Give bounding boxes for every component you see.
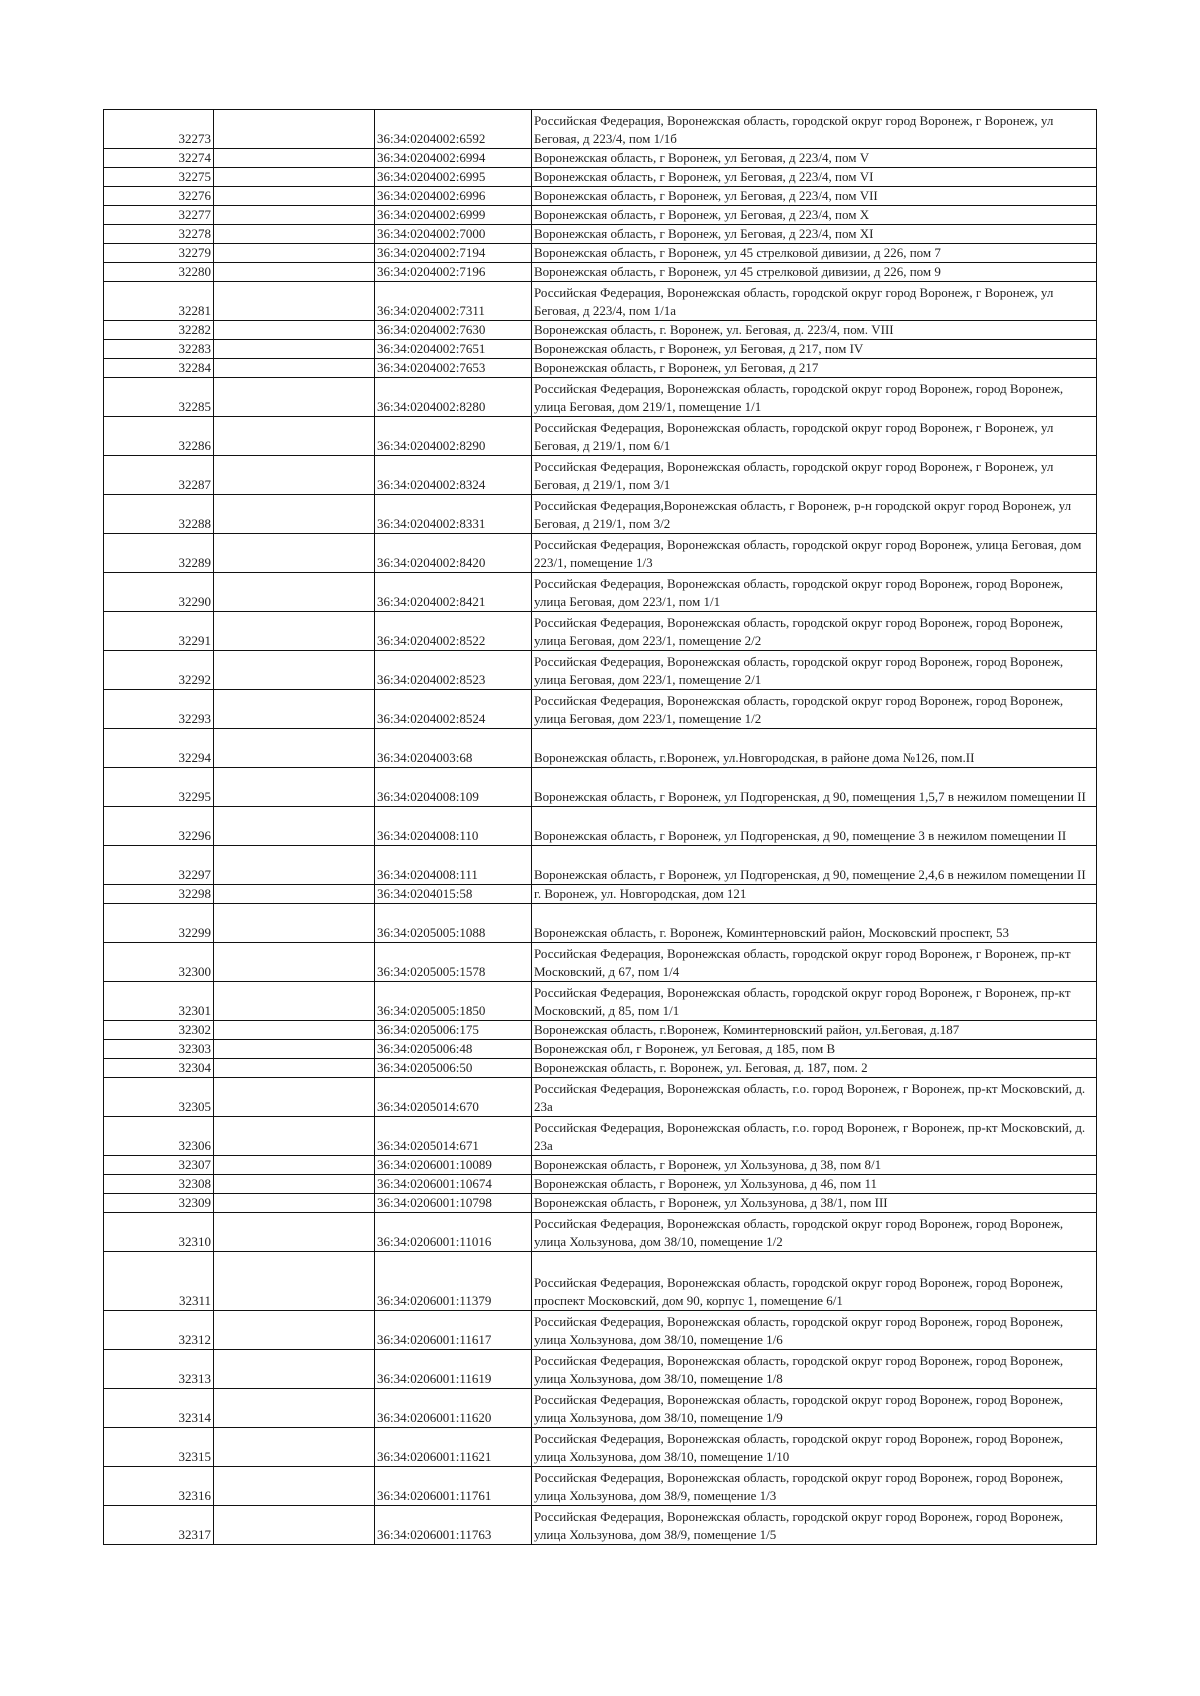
table-row [104, 1175, 1097, 1194]
row-number-cell: 32296 [104, 807, 214, 846]
cadastral-number-cell: 36:34:0204008:110 [375, 807, 532, 846]
address-cell: Воронежская область, г.Воронеж, ул.Новгородская, в районе дома №126, пом.II [532, 729, 1097, 768]
address-cell: Российская Федерация, Воронежская область, городской округ город Воронеж, г Воронеж, пр-кт Московский, д 67, пом 1/4 [532, 943, 1097, 982]
row-number-cell: 32283 [104, 340, 214, 359]
cadastral-number-cell: 36:34:0206001:10089 [375, 1156, 532, 1175]
cadastral-number-cell: 36:34:0206001:11620 [375, 1389, 532, 1428]
row-number-cell: 32281 [104, 282, 214, 321]
row-number-cell: 32293 [104, 690, 214, 729]
row-number-cell: 32288 [104, 495, 214, 534]
table-row [104, 149, 1097, 168]
row-number-cell: 32308 [104, 1175, 214, 1194]
address-cell: Воронежская область, г Воронеж, ул 45 стрелковой дивизии, д 226, пом 7 [532, 244, 1097, 263]
table-row [104, 321, 1097, 340]
cadastral-number-cell: 36:34:0205014:671 [375, 1117, 532, 1156]
table-row [104, 807, 1097, 846]
row-number-cell: 32301 [104, 982, 214, 1021]
row-number-cell: 32276 [104, 187, 214, 206]
address-cell: Воронежская область, г Воронеж, ул Подгоренская, д 90, помещения 1,5,7 в нежилом помещении II [532, 768, 1097, 807]
empty-cell [214, 573, 375, 612]
row-number-cell: 32313 [104, 1350, 214, 1389]
empty-cell [214, 534, 375, 573]
empty-cell [214, 651, 375, 690]
cadastral-number-cell: 36:34:0204002:6592 [375, 110, 532, 149]
cadastral-number-cell: 36:34:0205005:1578 [375, 943, 532, 982]
row-number-cell: 32286 [104, 417, 214, 456]
address-cell: Воронежская обл, г Воронеж, ул Беговая, д 185, пом В [532, 1040, 1097, 1059]
address-cell: Российская Федерация, Воронежская область, городской округ город Воронеж, город Воронеж, улица Беговая, дом 223/1, помещение 2/2 [532, 612, 1097, 651]
cadastral-number-cell: 36:34:0204002:8522 [375, 612, 532, 651]
table-row [104, 206, 1097, 225]
table-row [104, 1428, 1097, 1467]
empty-cell [214, 1175, 375, 1194]
empty-cell [214, 321, 375, 340]
address-cell: Воронежская область, г Воронеж, ул Беговая, д 223/4, пом V [532, 149, 1097, 168]
address-cell: Российская Федерация, Воронежская область, г.о. город Воронеж, г Воронеж, пр-кт Московский, д. 23а [532, 1078, 1097, 1117]
row-number-cell: 32277 [104, 206, 214, 225]
table-row [104, 168, 1097, 187]
table-row [104, 1311, 1097, 1350]
address-cell: Воронежская область, г Воронеж, ул Подгоренская, д 90, помещение 2,4,6 в нежилом помещении II [532, 846, 1097, 885]
cadastral-number-cell: 36:34:0204002:8324 [375, 456, 532, 495]
address-cell: Российская Федерация, Воронежская область, городской округ город Воронеж, город Воронеж, улица Беговая, дом 223/1, помещение 1/2 [532, 690, 1097, 729]
cadastral-number-cell: 36:34:0205005:1088 [375, 904, 532, 943]
row-number-cell: 32299 [104, 904, 214, 943]
address-cell: Воронежская область, г. Воронеж, ул. Беговая, д. 187, пом. 2 [532, 1059, 1097, 1078]
row-number-cell: 32315 [104, 1428, 214, 1467]
empty-cell [214, 1467, 375, 1506]
row-number-cell: 32294 [104, 729, 214, 768]
cadastral-number-cell: 36:34:0204002:8420 [375, 534, 532, 573]
empty-cell [214, 904, 375, 943]
cadastral-number-cell: 36:34:0206001:10674 [375, 1175, 532, 1194]
row-number-cell: 32297 [104, 846, 214, 885]
row-number-cell: 32298 [104, 885, 214, 904]
address-cell: Российская Федерация, Воронежская область, городской округ город Воронеж, г Воронеж, ул Беговая, д 219/1, пом 3/1 [532, 456, 1097, 495]
cadastral-number-cell: 36:34:0204015:58 [375, 885, 532, 904]
address-cell: Российская Федерация, Воронежская область, городской округ город Воронеж, город Воронеж, улица Хользунова, дом 38/10, помещение 1/8 [532, 1350, 1097, 1389]
address-cell: г. Воронеж, ул. Новгородская, дом 121 [532, 885, 1097, 904]
cadastral-number-cell: 36:34:0204002:7651 [375, 340, 532, 359]
cadastral-number-cell: 36:34:0204002:7000 [375, 225, 532, 244]
empty-cell [214, 187, 375, 206]
table-row [104, 1040, 1097, 1059]
cadastral-number-cell: 36:34:0204002:7311 [375, 282, 532, 321]
table-row [104, 1059, 1097, 1078]
row-number-cell: 32274 [104, 149, 214, 168]
cadastral-number-cell: 36:34:0206001:11621 [375, 1428, 532, 1467]
table-row [104, 690, 1097, 729]
row-number-cell: 32311 [104, 1252, 214, 1311]
row-number-cell: 32307 [104, 1156, 214, 1175]
table-row [104, 1350, 1097, 1389]
address-cell: Воронежская область, г Воронеж, ул Хользунова, д 38, пом 8/1 [532, 1156, 1097, 1175]
empty-cell [214, 612, 375, 651]
cadastral-number-cell: 36:34:0204002:8421 [375, 573, 532, 612]
empty-cell [214, 1059, 375, 1078]
table-row [104, 1021, 1097, 1040]
address-cell: Российская Федерация, Воронежская область, городской округ город Воронеж, город Воронеж, улица Беговая, дом 223/1, пом 1/1 [532, 573, 1097, 612]
address-cell: Российская Федерация, Воронежская область, городской округ город Воронеж, улица Беговая, дом 223/1, помещение 1/3 [532, 534, 1097, 573]
cadastral-number-cell: 36:34:0204002:8290 [375, 417, 532, 456]
address-cell: Российская Федерация, Воронежская область, городской округ город Воронеж, г Воронеж, ул Беговая, д 223/4, пом 1/1б [532, 110, 1097, 149]
cadastral-number-cell: 36:34:0205014:670 [375, 1078, 532, 1117]
row-number-cell: 32285 [104, 378, 214, 417]
row-number-cell: 32317 [104, 1506, 214, 1545]
table-row [104, 534, 1097, 573]
empty-cell [214, 807, 375, 846]
cadastral-number-cell: 36:34:0206001:11761 [375, 1467, 532, 1506]
cadastral-number-cell: 36:34:0204002:8331 [375, 495, 532, 534]
cadastral-number-cell: 36:34:0205005:1850 [375, 982, 532, 1021]
empty-cell [214, 263, 375, 282]
table-row [104, 187, 1097, 206]
cadastral-number-cell: 36:34:0204002:8523 [375, 651, 532, 690]
empty-cell [214, 149, 375, 168]
empty-cell [214, 417, 375, 456]
empty-cell [214, 1428, 375, 1467]
empty-cell [214, 359, 375, 378]
table-row [104, 1389, 1097, 1428]
address-cell: Воронежская область, г.Воронеж, Коминтерновский район, ул.Беговая, д.187 [532, 1021, 1097, 1040]
table-row [104, 225, 1097, 244]
table-row [104, 1156, 1097, 1175]
table-row [104, 110, 1097, 149]
empty-cell [214, 1156, 375, 1175]
address-cell: Воронежская область, г Воронеж, ул Беговая, д 223/4, пом X [532, 206, 1097, 225]
empty-cell [214, 943, 375, 982]
cadastral-number-cell: 36:34:0204002:8280 [375, 378, 532, 417]
cadastral-number-cell: 36:34:0204002:6996 [375, 187, 532, 206]
address-cell: Воронежская область, г. Воронеж, ул. Беговая, д. 223/4, пом. VIII [532, 321, 1097, 340]
empty-cell [214, 729, 375, 768]
register-table-body [104, 110, 1097, 1545]
table-row [104, 1078, 1097, 1117]
cadastral-number-cell: 36:34:0204002:6999 [375, 206, 532, 225]
row-number-cell: 32279 [104, 244, 214, 263]
empty-cell [214, 378, 375, 417]
table-row [104, 612, 1097, 651]
empty-cell [214, 1350, 375, 1389]
cadastral-number-cell: 36:34:0206001:11016 [375, 1213, 532, 1252]
row-number-cell: 32289 [104, 534, 214, 573]
row-number-cell: 32302 [104, 1021, 214, 1040]
cadastral-number-cell: 36:34:0205006:50 [375, 1059, 532, 1078]
empty-cell [214, 1040, 375, 1059]
row-number-cell: 32305 [104, 1078, 214, 1117]
address-cell: Воронежская область, г Воронеж, ул Хользунова, д 46, пом 11 [532, 1175, 1097, 1194]
row-number-cell: 32292 [104, 651, 214, 690]
empty-cell [214, 690, 375, 729]
cadastral-number-cell: 36:34:0204002:7630 [375, 321, 532, 340]
empty-cell [214, 225, 375, 244]
cadastral-number-cell: 36:34:0204002:7196 [375, 263, 532, 282]
address-cell: Российская Федерация, Воронежская область, городской округ город Воронеж, город Воронеж, улица Хользунова, дом 38/9, помещение 1/3 [532, 1467, 1097, 1506]
cadastral-number-cell: 36:34:0204008:111 [375, 846, 532, 885]
table-row [104, 378, 1097, 417]
empty-cell [214, 1506, 375, 1545]
row-number-cell: 32295 [104, 768, 214, 807]
table-row [104, 573, 1097, 612]
table-row [104, 846, 1097, 885]
cadastral-number-cell: 36:34:0204002:7194 [375, 244, 532, 263]
table-row [104, 495, 1097, 534]
row-number-cell: 32290 [104, 573, 214, 612]
empty-cell [214, 340, 375, 359]
cadastral-number-cell: 36:34:0204002:7653 [375, 359, 532, 378]
table-row [104, 417, 1097, 456]
table-row [104, 768, 1097, 807]
address-cell: Российская Федерация,Воронежская область, г Воронеж, р-н городской округ город Воронеж, ул Беговая, д 219/1, пом 3/2 [532, 495, 1097, 534]
row-number-cell: 32287 [104, 456, 214, 495]
address-cell: Российская Федерация, Воронежская область, городской округ город Воронеж, город Воронеж, улица Беговая, дом 223/1, помещение 2/1 [532, 651, 1097, 690]
cadastral-number-cell: 36:34:0204002:8524 [375, 690, 532, 729]
cadastral-number-cell: 36:34:0204002:6995 [375, 168, 532, 187]
empty-cell [214, 110, 375, 149]
cadastral-number-cell: 36:34:0205006:48 [375, 1040, 532, 1059]
address-cell: Воронежская область, г Воронеж, ул Беговая, д 217 [532, 359, 1097, 378]
cadastral-number-cell: 36:34:0204008:109 [375, 768, 532, 807]
cadastral-number-cell: 36:34:0206001:11379 [375, 1252, 532, 1311]
row-number-cell: 32280 [104, 263, 214, 282]
row-number-cell: 32316 [104, 1467, 214, 1506]
empty-cell [214, 1311, 375, 1350]
table-row [104, 943, 1097, 982]
table-row [104, 340, 1097, 359]
cadastral-number-cell: 36:34:0206001:11619 [375, 1350, 532, 1389]
empty-cell [214, 168, 375, 187]
address-cell: Российская Федерация, Воронежская область, городской округ город Воронеж, г Воронеж, ул Беговая, д 219/1, пом 6/1 [532, 417, 1097, 456]
cadastral-number-cell: 36:34:0206001:11763 [375, 1506, 532, 1545]
row-number-cell: 32275 [104, 168, 214, 187]
table-row [104, 904, 1097, 943]
empty-cell [214, 768, 375, 807]
address-cell: Российская Федерация, Воронежская область, городской округ город Воронеж, город Воронеж, улица Хользунова, дом 38/10, помещение 1/10 [532, 1428, 1097, 1467]
empty-cell [214, 495, 375, 534]
empty-cell [214, 1389, 375, 1428]
address-cell: Российская Федерация, Воронежская область, городской округ город Воронеж, город Воронеж, улица Хользунова, дом 38/10, помещение 1/2 [532, 1213, 1097, 1252]
table-row [104, 456, 1097, 495]
table-row [104, 359, 1097, 378]
address-cell: Воронежская область, г Воронеж, ул Беговая, д 223/4, пом VI [532, 168, 1097, 187]
cadastral-number-cell: 36:34:0205006:175 [375, 1021, 532, 1040]
address-cell: Российская Федерация, Воронежская область, городской округ город Воронеж, г Воронеж, ул Беговая, д 223/4, пом 1/1а [532, 282, 1097, 321]
row-number-cell: 32273 [104, 110, 214, 149]
empty-cell [214, 456, 375, 495]
row-number-cell: 32310 [104, 1213, 214, 1252]
table-row [104, 1506, 1097, 1545]
address-cell: Российская Федерация, Воронежская область, городской округ город Воронеж, город Воронеж, улица Хользунова, дом 38/9, помещение 1/5 [532, 1506, 1097, 1545]
row-number-cell: 32314 [104, 1389, 214, 1428]
empty-cell [214, 885, 375, 904]
row-number-cell: 32291 [104, 612, 214, 651]
row-number-cell: 32282 [104, 321, 214, 340]
empty-cell [214, 1213, 375, 1252]
address-cell: Воронежская область, г Воронеж, ул 45 стрелковой дивизии, д 226, пом 9 [532, 263, 1097, 282]
address-cell: Воронежская область, г Воронеж, ул Беговая, д 223/4, пом XI [532, 225, 1097, 244]
empty-cell [214, 244, 375, 263]
address-cell: Российская Федерация, Воронежская область, городской округ город Воронеж, город Воронеж, улица Беговая, дом 219/1, помещение 1/1 [532, 378, 1097, 417]
empty-cell [214, 206, 375, 225]
row-number-cell: 32309 [104, 1194, 214, 1213]
address-cell: Воронежская область, г Воронеж, ул Беговая, д 223/4, пом VII [532, 187, 1097, 206]
empty-cell [214, 1021, 375, 1040]
address-cell: Российская Федерация, Воронежская область, городской округ город Воронеж, город Воронеж, улица Хользунова, дом 38/10, помещение 1/6 [532, 1311, 1097, 1350]
row-number-cell: 32303 [104, 1040, 214, 1059]
address-cell: Российская Федерация, Воронежская область, городской округ город Воронеж, город Воронеж, улица Хользунова, дом 38/10, помещение 1/9 [532, 1389, 1097, 1428]
row-number-cell: 32306 [104, 1117, 214, 1156]
table-row [104, 263, 1097, 282]
empty-cell [214, 1078, 375, 1117]
address-cell: Российская Федерация, Воронежская область, городской округ город Воронеж, город Воронеж, проспект Московский, дом 90, корпус 1, помещение 6/1 [532, 1252, 1097, 1311]
table-row [104, 1194, 1097, 1213]
address-cell: Воронежская область, г Воронеж, ул Беговая, д 217, пом IV [532, 340, 1097, 359]
table-row [104, 1252, 1097, 1311]
cadastral-number-cell: 36:34:0204003:68 [375, 729, 532, 768]
row-number-cell: 32278 [104, 225, 214, 244]
table-row [104, 244, 1097, 263]
row-number-cell: 32312 [104, 1311, 214, 1350]
address-cell: Воронежская область, г Воронеж, ул Подгоренская, д 90, помещение 3 в нежилом помещении II [532, 807, 1097, 846]
register-table [103, 109, 1097, 1545]
table-row [104, 651, 1097, 690]
table-row [104, 729, 1097, 768]
table-row [104, 982, 1097, 1021]
cadastral-number-cell: 36:34:0206001:10798 [375, 1194, 532, 1213]
row-number-cell: 32284 [104, 359, 214, 378]
table-row [104, 282, 1097, 321]
address-cell: Воронежская область, г. Воронеж, Коминтерновский район, Московский проспект, 53 [532, 904, 1097, 943]
row-number-cell: 32304 [104, 1059, 214, 1078]
row-number-cell: 32300 [104, 943, 214, 982]
empty-cell [214, 982, 375, 1021]
table-row [104, 1213, 1097, 1252]
empty-cell [214, 846, 375, 885]
table-row [104, 1467, 1097, 1506]
empty-cell [214, 282, 375, 321]
address-cell: Воронежская область, г Воронеж, ул Хользунова, д 38/1, пом III [532, 1194, 1097, 1213]
table-row [104, 885, 1097, 904]
address-cell: Российская Федерация, Воронежская область, городской округ город Воронеж, г Воронеж, пр-кт Московский, д 85, пом 1/1 [532, 982, 1097, 1021]
empty-cell [214, 1252, 375, 1311]
cadastral-number-cell: 36:34:0206001:11617 [375, 1311, 532, 1350]
empty-cell [214, 1194, 375, 1213]
table-row [104, 1117, 1097, 1156]
cadastral-number-cell: 36:34:0204002:6994 [375, 149, 532, 168]
empty-cell [214, 1117, 375, 1156]
address-cell: Российская Федерация, Воронежская область, г.о. город Воронеж, г Воронеж, пр-кт Московский, д. 23а [532, 1117, 1097, 1156]
